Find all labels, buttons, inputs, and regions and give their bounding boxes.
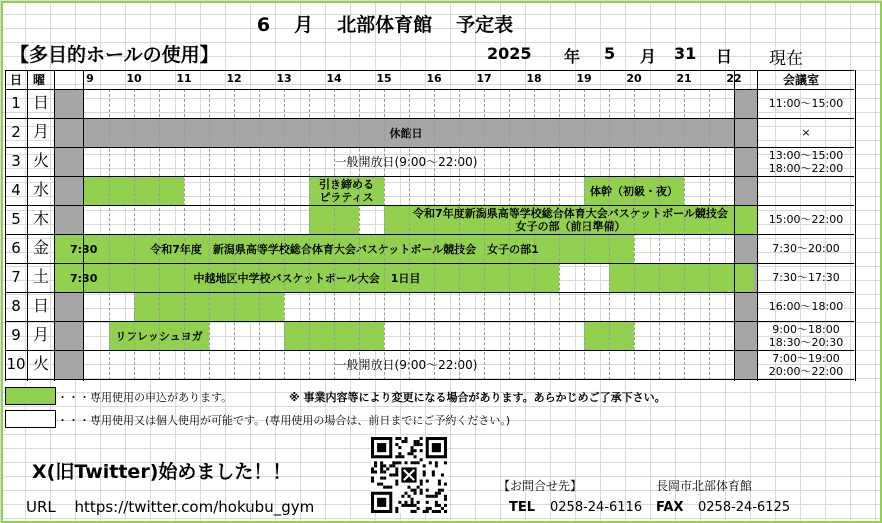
as-of-month-unit: 月 <box>640 47 657 66</box>
x-heading: X(旧Twitter)始めました！！ <box>32 461 292 483</box>
meeting-time: 7:00～19:00 <box>772 351 840 365</box>
row-line <box>5 118 854 119</box>
contact-label: 【お問合せ先】 <box>498 479 583 493</box>
row-weekday: 金 <box>32 238 49 257</box>
twitter-url[interactable] <box>26 498 314 516</box>
meeting-room-slot <box>758 321 854 350</box>
row-day: 3 <box>11 152 21 170</box>
url-label: URL <box>26 498 56 516</box>
meeting-room-slot <box>758 147 854 176</box>
row-line <box>5 321 854 322</box>
row-weekday: 月 <box>32 122 49 141</box>
hour-tick: 14 <box>326 72 342 85</box>
event-label: 令和7年度新潟県高等学校総合体育大会バスケットボール競技会 女子の部（前日準備） <box>413 207 728 233</box>
title-facility: 北部体育館 <box>337 14 433 36</box>
hour-tick: 15 <box>376 72 392 85</box>
row-line <box>5 205 854 206</box>
legend-available-swatch <box>5 410 56 428</box>
hour-tick: 12 <box>226 72 242 85</box>
row-line <box>5 89 854 90</box>
event-label: 令和7年度 新潟県高等学校総合体育大会バスケットボール競技会 女子の部1 <box>150 242 539 256</box>
meeting-room-slot <box>758 118 854 147</box>
column-line <box>27 70 28 381</box>
closed-after-22 <box>734 234 757 263</box>
event-label: 一般開放日(9:00～22:00) <box>334 154 478 169</box>
event-label: 体幹（初級・夜） <box>590 184 678 198</box>
meeting-room-slot <box>758 89 854 118</box>
event-label: 一般開放日(9:00～22:00) <box>334 357 478 372</box>
row-line <box>5 292 854 293</box>
meeting-room-slot <box>758 205 854 234</box>
header-meeting-room: 会議室 <box>783 73 820 87</box>
column-line <box>5 70 6 381</box>
fax-label: FAX <box>656 500 684 515</box>
row-day: 6 <box>11 239 21 257</box>
legend-reserved-swatch <box>5 387 56 405</box>
hour-tick: 20 <box>626 72 642 85</box>
row-weekday: 火 <box>32 354 49 373</box>
event-block[interactable] <box>55 119 757 147</box>
meeting-room-slot <box>758 292 854 321</box>
page-title <box>0 10 770 37</box>
url-text: https://twitter.com/hokubu_gym <box>74 498 315 516</box>
event-block[interactable] <box>55 235 634 263</box>
event-label: 引き締める ピラティス <box>319 178 374 204</box>
meeting-room-slot <box>758 263 854 292</box>
closed-after-22 <box>734 176 757 205</box>
as-of-month: 5 <box>604 44 616 63</box>
meeting-time: 15:00～22:00 <box>768 213 844 226</box>
row-line <box>5 234 854 235</box>
title-month-unit: 月 <box>294 14 314 36</box>
tel-label: TEL <box>509 500 536 515</box>
meeting-time: 18:00～22:00 <box>768 161 844 175</box>
hour-tick: 19 <box>576 72 592 85</box>
legend-available-text: ・・・専用使用又は個人使用が可能です。(専用使用の場合は、前日までにご予約ください。) <box>57 414 511 427</box>
meeting-time: 11:00～15:00 <box>768 97 844 110</box>
meeting-room-slot <box>758 234 854 263</box>
as-of-suffix: 現在 <box>769 49 803 69</box>
event-label: 休館日 <box>389 126 423 140</box>
event-block[interactable] <box>55 148 757 176</box>
row-line <box>5 350 854 351</box>
as-of-day-unit: 日 <box>716 47 733 66</box>
row-line <box>5 263 854 264</box>
column-line <box>54 70 55 381</box>
row-day: 8 <box>11 297 21 315</box>
hour-tick: 21 <box>676 72 692 85</box>
meeting-room-slot <box>758 350 854 379</box>
event-block[interactable] <box>55 351 757 379</box>
row-day: 2 <box>11 123 21 141</box>
hour-tick: 16 <box>426 72 442 85</box>
meeting-time: 13:00～15:00 <box>768 148 844 162</box>
row-line <box>5 70 854 71</box>
row-weekday: 木 <box>32 209 49 228</box>
hour-tick: 13 <box>276 72 292 85</box>
fax-number: 0258-24-6125 <box>698 500 791 515</box>
meeting-time: 16:00～18:00 <box>768 300 844 313</box>
as-of-year: 2025 <box>487 44 532 63</box>
column-line <box>855 70 856 381</box>
column-line <box>734 70 735 381</box>
event-start-time: 7:30 <box>70 271 98 285</box>
hour-tick: 17 <box>476 72 492 85</box>
closed-before-9 <box>55 176 83 205</box>
legend-reserved-text: ・・・専用使用の申込があります。 <box>57 391 233 404</box>
closed-before-9 <box>55 205 83 234</box>
row-day: 5 <box>11 210 21 228</box>
tel-number: 0258-24-6116 <box>550 500 643 515</box>
row-day: 7 <box>11 268 21 286</box>
meeting-room-slot <box>758 176 854 205</box>
row-line <box>5 379 854 380</box>
title-month: 6 <box>256 14 271 36</box>
closed-after-22 <box>734 292 757 321</box>
section-subtitle: 【多目的ホールの使用】 <box>10 44 219 66</box>
closed-before-9 <box>55 89 83 118</box>
event-block[interactable] <box>309 177 384 205</box>
header-day: 日 <box>10 73 23 87</box>
row-line <box>5 147 854 148</box>
row-weekday: 日 <box>32 93 49 112</box>
row-day: 4 <box>11 181 21 199</box>
column-line <box>83 70 84 381</box>
as-of-year-unit: 年 <box>564 47 581 66</box>
event-label: リフレッシュヨガ <box>115 329 203 343</box>
meeting-time: 20:00～22:00 <box>768 364 844 378</box>
row-weekday: 月 <box>32 325 49 344</box>
meeting-time: × <box>801 126 811 139</box>
closed-before-9 <box>55 321 83 350</box>
column-line <box>757 70 758 381</box>
row-weekday: 土 <box>32 267 49 286</box>
qr-code-icon[interactable] <box>371 437 447 513</box>
closed-after-22 <box>734 321 757 350</box>
row-day: 10 <box>6 355 26 373</box>
row-weekday: 水 <box>32 180 49 199</box>
meeting-time: 7:30～17:30 <box>772 271 840 284</box>
closed-before-9 <box>55 292 83 321</box>
hour-tick: 18 <box>526 72 542 85</box>
hour-tick: 10 <box>126 72 142 85</box>
row-day: 1 <box>11 94 21 112</box>
event-block[interactable] <box>384 206 757 234</box>
event-block-extra[interactable] <box>609 264 754 292</box>
title-doc: 予定表 <box>456 14 514 36</box>
as-of-day: 31 <box>674 44 697 63</box>
meeting-time: 9:00～18:00 <box>772 322 840 336</box>
closed-after-22 <box>734 89 757 118</box>
header-weekday: 曜 <box>33 73 46 87</box>
row-weekday: 火 <box>32 151 49 170</box>
hour-tick: 9 <box>86 72 94 85</box>
hour-tick: 22 <box>726 72 742 85</box>
row-day: 9 <box>11 326 21 344</box>
event-start-time: 7:30 <box>70 242 98 256</box>
row-line <box>5 176 854 177</box>
contact-org: 長岡市北部体育館 <box>656 479 753 493</box>
row-weekday: 日 <box>32 296 49 315</box>
hour-tick: 11 <box>176 72 192 85</box>
event-label: 中越地区中学校バスケットボール大会 1日目 <box>193 271 421 285</box>
meeting-time: 18:30～20:30 <box>768 335 844 349</box>
legend-note: ※ 事業内容等により変更になる場合があります。あらかじめご了承下さい。 <box>289 391 666 404</box>
meeting-time: 7:30～20:00 <box>772 242 840 255</box>
